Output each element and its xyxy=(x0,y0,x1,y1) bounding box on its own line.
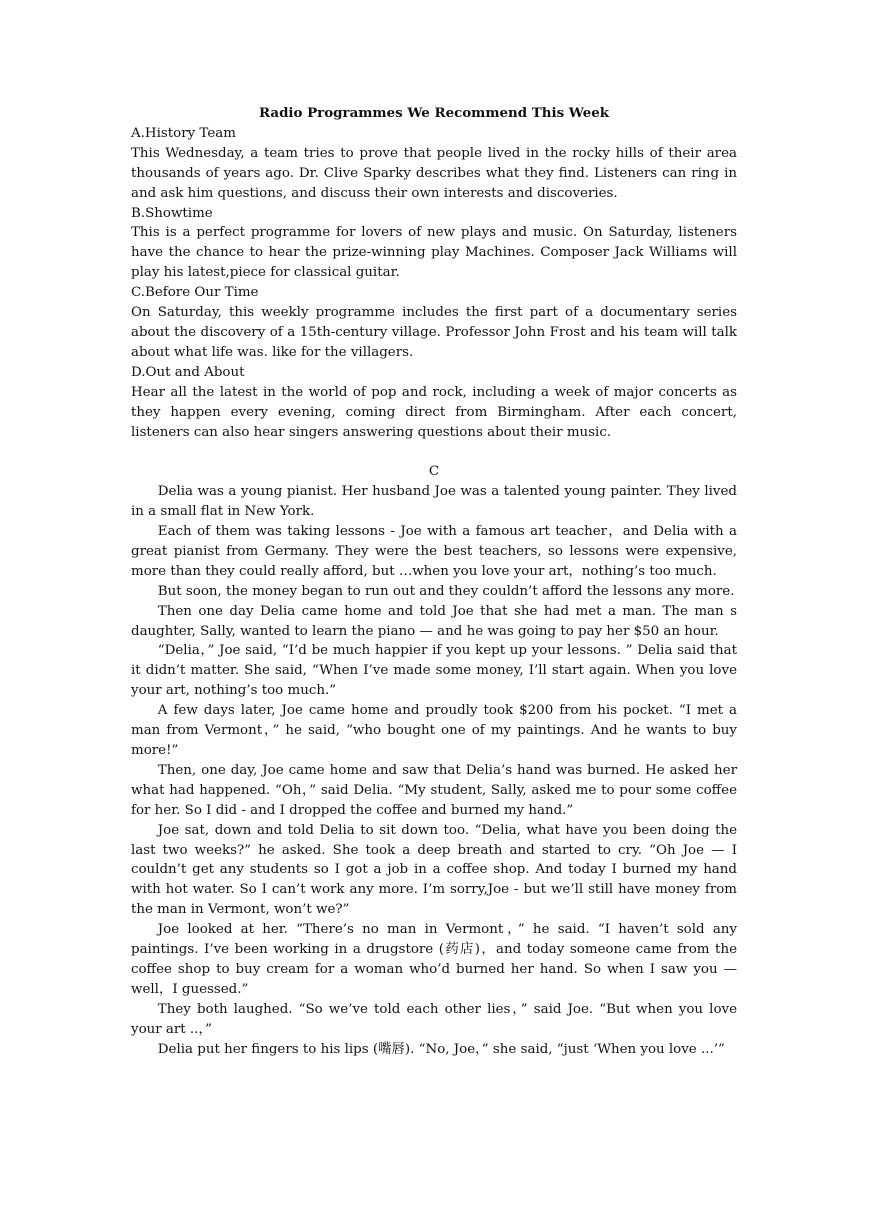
section-a-label: A.History Team xyxy=(131,125,236,141)
section-c-label: C.Before Our Time xyxy=(131,285,259,301)
passage-paragraph: Delia was a young pianist. Her husband Joe was a talented young painter. They lived in a small flat in New York. xyxy=(131,484,737,520)
passage-paragraph: “Delia，” Joe said, “I’d be much happier if you kept up your lessons. ” Delia said that it didn’t matter. She said, “When I’ve made some money, I’ll start again. When you love your art, nothing’s too much.” xyxy=(131,643,737,699)
passage-title: C xyxy=(428,464,440,480)
passage-paragraph: But soon, the money began to run out and they couldn’t afford the lessons any more. xyxy=(157,583,735,599)
passage-paragraph: Then one day Delia came home and told Joe that she had met a man. The man s daughter, Sally, wanted to learn the piano — and he was going to pay her $50 an hour. xyxy=(131,603,737,639)
section-c-body: On Saturday, this weekly programme includes the first part of a documentary series about the discovery of a 15th-century village. Professor John Frost and his team will talk about what life was. like for the villagers. xyxy=(131,305,737,360)
section-a-body: This Wednesday, a team tries to prove that people lived in the rocky hills of their area thousands of years ago. Dr. Clive Sparky describes what they find. Listeners can ring in and ask him questions, and discuss their own interests and discoveries. xyxy=(131,145,737,201)
section-b-body: This is a perfect programme for lovers of new plays and music. On Saturday, listeners have the chance to hear the prize-winning play Machines. Composer Jack Williams will play his latest,piece for classical guitar. xyxy=(131,225,737,281)
passage-paragraph: Joe looked at her. “There’s no man in Vermont，” he said. “I haven’t sold any paintings. I’ve been working in a drugstore (药店)，and today someone came from the coffee shop to buy cream for a woman who’d burned her hand. So when I saw you — well，I guessed.” xyxy=(131,922,737,997)
passage-paragraph: A few days later, Joe came home and proudly took $200 from his pocket. “I met a man from Vermont，” he said, “who bought one of my paintings. And he wants to buy more!” xyxy=(131,703,737,758)
section-d-label: D.Out and About xyxy=(131,364,245,380)
passage-paragraph: Joe sat, down and told Delia to sit down too. “Delia, what have you been doing the last two weeks?” he asked. She took a deep breath and started to cry. “Oh Joe — I couldn’t get any students so I got a job in a coffee shop. And today I burned my hand with hot water. So I can’t work any more. I’m sorry,Joe - but we’ll still have money from the man in Vermont, won’t we?” xyxy=(131,822,737,918)
passage-paragraph: Delia put her fingers to his lips (嘴唇). “No, Joe，” she said, “just ‘When you love ...’” xyxy=(157,1041,725,1057)
page-title: Radio Programmes We Recommend This Week xyxy=(258,105,610,121)
section-d-body: Hear all the latest in the world of pop and rock, including a week of major concerts as they happen every evening, coming direct from Birmingham. After each concert, listeners can also hear singers answering questions about their music. xyxy=(131,384,737,440)
document-page xyxy=(131,104,737,1059)
section-b-label: B.Showtime xyxy=(131,205,213,221)
passage-paragraph: Then, one day, Joe came home and saw that Delia’s hand was burned. He asked her what had happened. “Oh，” said Delia. “My student, Sally, asked me to pour some coffee for her. So I did - and I dropped the coffee and burned my hand.” xyxy=(131,762,737,818)
passage-paragraph: They both laughed. “So we’ve told each other lies，” said Joe. “But when you love your art ..，” xyxy=(131,1001,737,1037)
passage-paragraph: Each of them was taking lessons - Joe with a famous art teacher，and Delia with a great pianist from Germany. They were the best teachers, so lessons were expensive, more than they could really afford, but …when you love your art，nothing’s too much. xyxy=(131,524,737,579)
spacer xyxy=(131,442,737,462)
